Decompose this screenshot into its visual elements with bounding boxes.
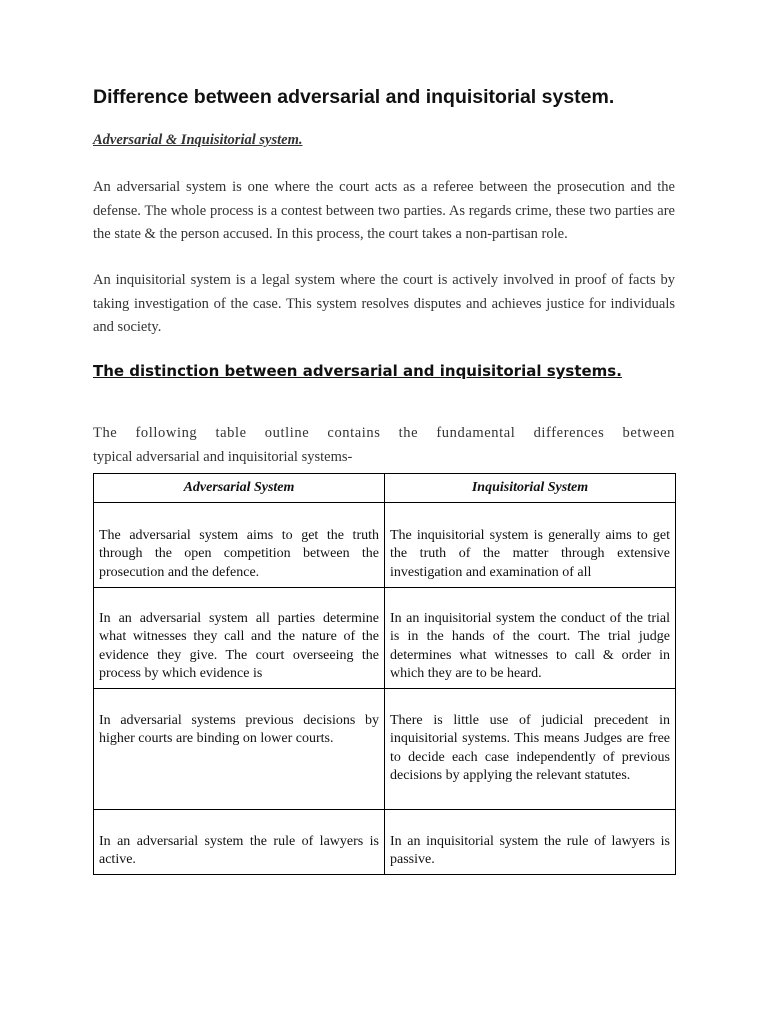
table-cell-adversarial	[94, 503, 385, 588]
table-cell-adversarial	[94, 588, 385, 689]
table-cell-inquisitorial	[385, 503, 676, 588]
cell-text: The inquisitorial system is generally aims to get the truth of the matter through extensive investigation and examination of all	[390, 528, 670, 580]
cell-text: There is little use of judicial precedent in inquisitorial systems. This means Judges are free to decide each case independently of previous decisions by applying the relevant statutes.	[390, 713, 670, 783]
header-adversarial: Adversarial System	[94, 474, 385, 503]
table-row	[94, 588, 676, 689]
cell-text: In an adversarial system all parties determine what witnesses they call and the nature of the evidence they give. The court overseeing the process by which evidence is	[99, 611, 379, 681]
section-heading: The distinction between adversarial and inquisitorial systems.	[93, 362, 622, 380]
cell-text: In adversarial systems previous decisions by higher courts are binding on lower courts.	[99, 713, 379, 747]
cell-text: In an adversarial system the rule of lawyers is active.	[99, 834, 379, 868]
comparison-table	[93, 473, 676, 875]
table-cell-inquisitorial	[385, 810, 676, 875]
table-cell-inquisitorial	[385, 588, 676, 689]
paragraph-adversarial: An adversarial system is one where the court acts as a referee between the prosecution and the defense. The whole process is a contest between two parties. As regards crime, these two parties are the state & the person accused. In this process, the court takes a non-partisan role.	[93, 179, 675, 242]
table-header-row	[94, 474, 676, 503]
table-intro	[93, 422, 675, 469]
table-cell-inquisitorial	[385, 689, 676, 810]
table-row	[94, 689, 676, 810]
table-row	[94, 503, 676, 588]
cell-text: The adversarial system aims to get the truth through the open competition between the prosecution and the defence.	[99, 528, 379, 580]
table-intro-line-2: typical adversarial and inquisitorial systems-	[93, 448, 353, 465]
table-cell-adversarial	[94, 810, 385, 875]
table-cell-adversarial	[94, 689, 385, 810]
table-row	[94, 810, 676, 875]
table-intro-line-1: The following table outline contains the fundamental differences between	[93, 425, 675, 441]
header-inquisitorial: Inquisitorial System	[385, 474, 676, 503]
document-title: Difference between adversarial and inquisitorial system.	[93, 86, 615, 108]
document-subtitle: Adversarial & Inquisitorial system.	[93, 132, 303, 148]
paragraph-inquisitorial: An inquisitorial system is a legal system where the court is actively involved in proof of facts by taking investigation of the case. This system resolves disputes and achieves justice for individuals and society.	[93, 272, 675, 335]
cell-text: In an inquisitorial system the rule of lawyers is passive.	[390, 834, 670, 868]
cell-text: In an inquisitorial system the conduct of the trial is in the hands of the court. The trial judge determines what witnesses to call & order in which they are to be heard.	[390, 611, 670, 681]
